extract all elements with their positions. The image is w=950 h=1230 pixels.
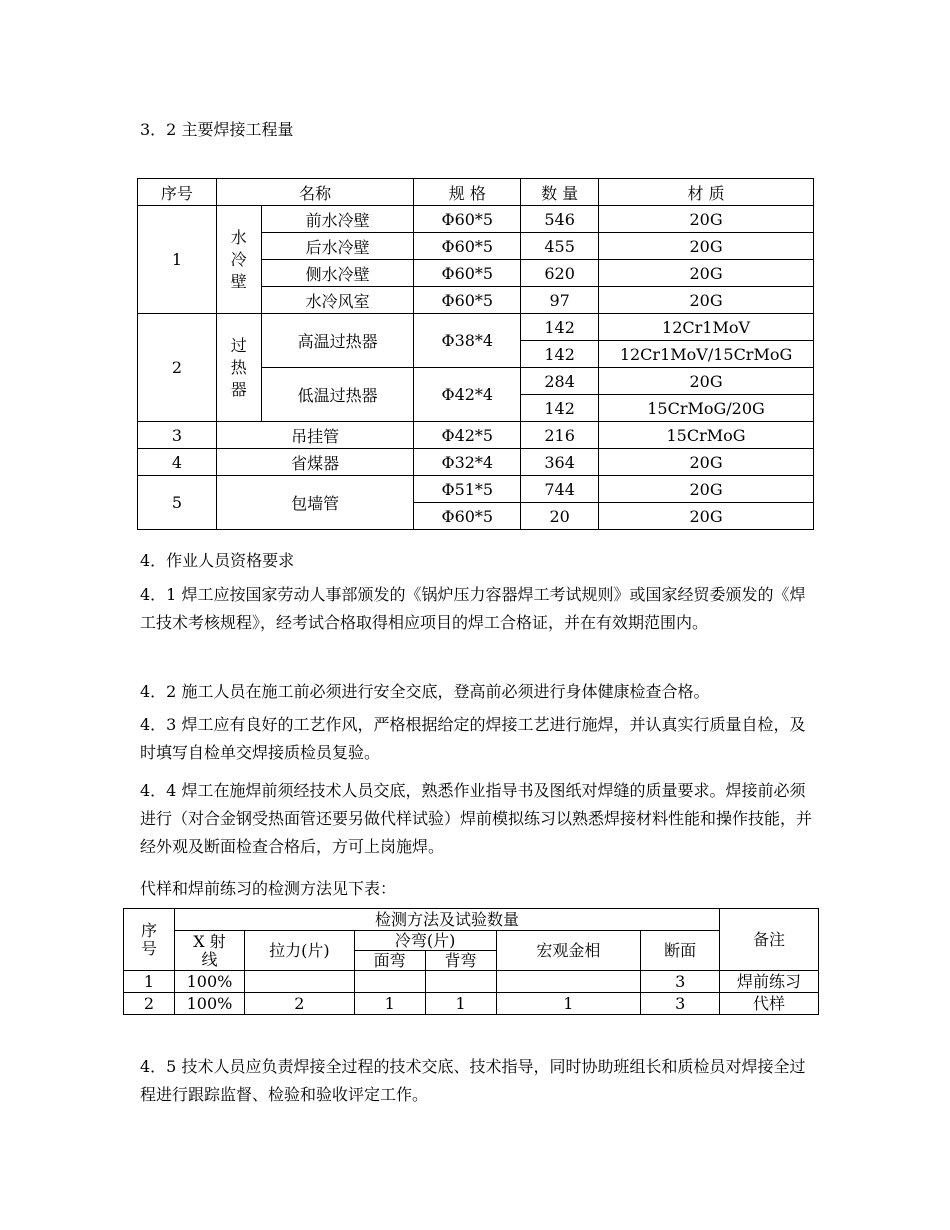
cell-spec: Φ60*5 xyxy=(414,503,521,530)
header-seq: 序号 xyxy=(124,909,175,971)
cell-name: 省煤器 xyxy=(216,449,414,476)
table-row xyxy=(138,314,814,341)
cell-qty: 20 xyxy=(521,503,599,530)
cell-group: 过热器 xyxy=(216,314,261,422)
cell-seq: 3 xyxy=(138,422,217,449)
cell-qty: 546 xyxy=(521,206,599,233)
welding-quantity-table xyxy=(137,178,814,530)
header-material: 材 质 xyxy=(599,179,814,206)
header-name: 名称 xyxy=(216,179,414,206)
paragraph-4-4: 4．4 焊工在施焊前须经技术人员交底，熟悉作业指导书及图纸对焊缝的质量要求。焊接前必须进行（对合金钢受热面管还要另做代样试验）焊前模拟练习以熟悉焊接材料性能和操作技能，并经外观及断面检查合格后，方可上岗施焊。 xyxy=(140,781,813,856)
header-qty: 数 量 xyxy=(521,179,599,206)
cell-back-bend: 1 xyxy=(425,993,496,1015)
table-intro-text: 代样和焊前练习的检测方法见下表： xyxy=(140,879,397,898)
cell-section: 3 xyxy=(641,993,720,1015)
header-macro: 宏观金相 xyxy=(496,931,641,971)
cell-qty: 455 xyxy=(521,233,599,260)
cell-material: 12Cr1MoV xyxy=(599,314,814,341)
cell-section: 3 xyxy=(641,971,720,993)
cell-seq: 2 xyxy=(138,314,217,422)
cell-remark: 代样 xyxy=(720,993,819,1015)
cell-name: 低温过热器 xyxy=(261,368,414,422)
cell-face-bend: 1 xyxy=(354,993,425,1015)
cell-qty: 142 xyxy=(521,395,599,422)
paragraph-4-3: 4．3 焊工应有良好的工艺作风，严格根据给定的焊接工艺进行施焊，并认真实行质量自检，及时填写自检单交焊接质检员复验。 xyxy=(140,715,806,762)
cell-qty: 620 xyxy=(521,260,599,287)
cell-seq: 4 xyxy=(138,449,217,476)
cell-material: 20G xyxy=(599,260,814,287)
paragraph-4-1: 4．1 焊工应按国家劳动人事部颁发的《锅炉压力容器焊工考试规则》或国家经贸委颁发的《焊工技术考核规程》，经考试合格取得相应项目的焊工合格证，并在有效期范围内。 xyxy=(140,585,806,632)
cell-xray: 100% xyxy=(174,993,244,1015)
cell-remark: 焊前练习 xyxy=(720,971,819,993)
cell-xray: 100% xyxy=(174,971,244,993)
cell-material: 20G xyxy=(599,287,814,314)
cell-material: 20G xyxy=(599,233,814,260)
cell-name: 侧水冷壁 xyxy=(261,260,414,287)
cell-spec: Φ60*5 xyxy=(414,233,521,260)
header-remark: 备注 xyxy=(720,909,819,971)
cell-seq: 1 xyxy=(138,206,217,314)
paragraph-4-2: 4．2 施工人员在施工前必须进行安全交底，登高前必须进行身体健康检查合格。 xyxy=(140,682,710,701)
table-row xyxy=(138,206,814,233)
cell-face-bend xyxy=(354,971,425,993)
cell-qty: 216 xyxy=(521,422,599,449)
cell-spec: Φ38*4 xyxy=(414,314,521,368)
cell-name: 水冷风室 xyxy=(261,287,414,314)
header-bend: 冷弯(片) xyxy=(354,931,496,951)
section-4-heading: 4．作业人员资格要求 xyxy=(140,551,295,570)
cell-name: 后水冷壁 xyxy=(261,233,414,260)
header-seq: 序号 xyxy=(138,179,217,206)
table-row xyxy=(138,422,814,449)
cell-name: 前水冷壁 xyxy=(261,206,414,233)
cell-qty: 97 xyxy=(521,287,599,314)
cell-material: 20G xyxy=(599,449,814,476)
paragraph-4-5: 4．5 技术人员应负责焊接全过程的技术交底、技术指导，同时协助班组长和质检员对焊接全过程进行跟踪监督、检验和验收评定工作。 xyxy=(140,1057,806,1104)
cell-spec: Φ51*5 xyxy=(414,476,521,503)
table-row xyxy=(138,476,814,503)
table-header-row xyxy=(138,179,814,206)
table-header-row xyxy=(124,909,819,931)
cell-spec: Φ60*5 xyxy=(414,287,521,314)
cell-seq: 1 xyxy=(124,971,175,993)
cell-seq: 2 xyxy=(124,993,175,1015)
section-3-2-heading: 3．2 主要焊接工程量 xyxy=(140,120,294,139)
table-header-row xyxy=(124,931,819,951)
cell-spec: Φ42*5 xyxy=(414,422,521,449)
cell-qty: 744 xyxy=(521,476,599,503)
cell-material: 15CrMoG xyxy=(599,422,814,449)
header-spec: 规 格 xyxy=(414,179,521,206)
inspection-method-table xyxy=(123,908,819,1015)
header-section: 断面 xyxy=(641,931,720,971)
cell-qty: 364 xyxy=(521,449,599,476)
header-xray: X 射线 xyxy=(174,931,244,971)
table-row xyxy=(124,993,819,1015)
cell-spec: Φ42*4 xyxy=(414,368,521,422)
header-back-bend: 背弯 xyxy=(425,951,496,971)
header-tensile: 拉力(片) xyxy=(244,931,354,971)
table-row xyxy=(124,971,819,993)
table-row xyxy=(138,449,814,476)
cell-material: 20G xyxy=(599,368,814,395)
cell-group: 水冷壁 xyxy=(216,206,261,314)
cell-material: 20G xyxy=(599,206,814,233)
cell-macro: 1 xyxy=(496,993,641,1015)
cell-material: 12Cr1MoV/15CrMoG xyxy=(599,341,814,368)
cell-name: 高温过热器 xyxy=(261,314,414,368)
cell-tensile: 2 xyxy=(244,993,354,1015)
header-methods: 检测方法及试验数量 xyxy=(174,909,719,931)
cell-spec: Φ60*5 xyxy=(414,206,521,233)
header-face-bend: 面弯 xyxy=(354,951,425,971)
cell-spec: Φ32*4 xyxy=(414,449,521,476)
cell-material: 15CrMoG/20G xyxy=(599,395,814,422)
cell-name: 包墙管 xyxy=(216,476,414,530)
cell-material: 20G xyxy=(599,476,814,503)
cell-qty: 142 xyxy=(521,341,599,368)
cell-qty: 284 xyxy=(521,368,599,395)
cell-qty: 142 xyxy=(521,314,599,341)
cell-tensile xyxy=(244,971,354,993)
cell-name: 吊挂管 xyxy=(216,422,414,449)
cell-macro xyxy=(496,971,641,993)
cell-back-bend xyxy=(425,971,496,993)
cell-seq: 5 xyxy=(138,476,217,530)
cell-spec: Φ60*5 xyxy=(414,260,521,287)
cell-material: 20G xyxy=(599,503,814,530)
